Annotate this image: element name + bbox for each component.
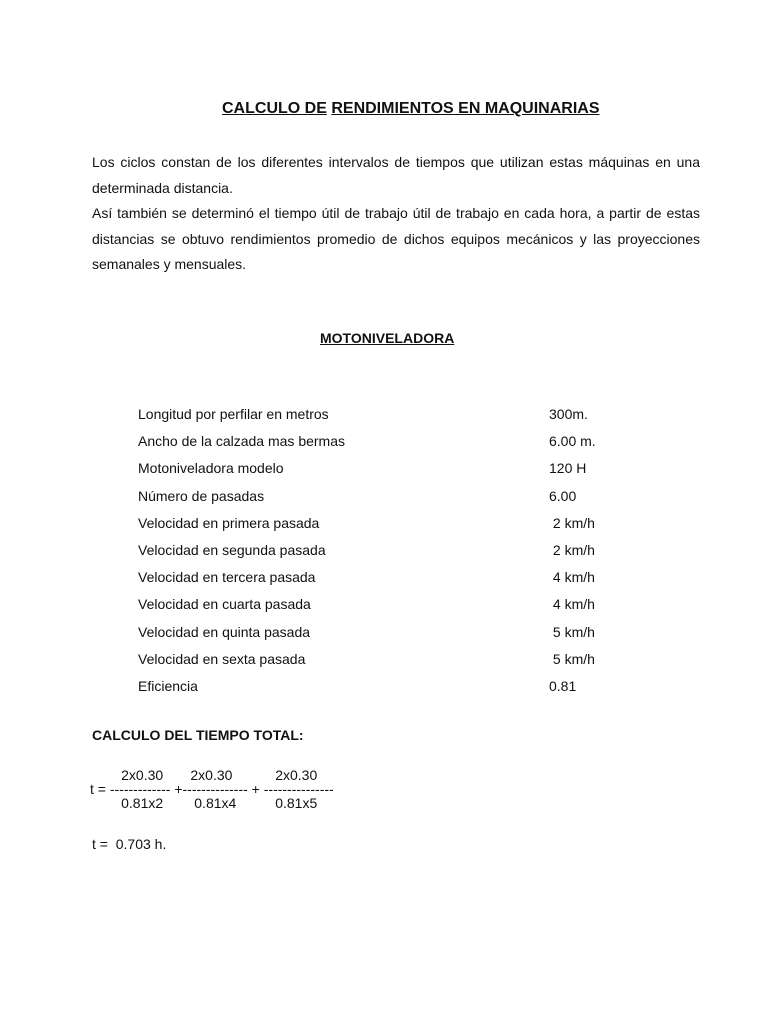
formula-result: t = 0.703 h. bbox=[92, 836, 167, 852]
param-row bbox=[138, 512, 618, 539]
parameters-list bbox=[138, 403, 618, 702]
param-row bbox=[138, 675, 618, 702]
param-label: Longitud por perfilar en metros bbox=[138, 406, 329, 422]
param-row bbox=[138, 593, 618, 620]
intro-paragraph-1: Los ciclos constan de los diferentes intervalos de tiempos que utilizan estas máquinas en una determinada distancia. bbox=[92, 154, 700, 196]
param-value: 6.00 bbox=[549, 487, 577, 504]
param-row bbox=[138, 621, 618, 648]
param-value: 5 km/h bbox=[549, 650, 595, 667]
param-value: 2 km/h bbox=[549, 514, 595, 531]
param-value: 0.81 bbox=[549, 677, 577, 694]
param-label: Velocidad en quinta pasada bbox=[138, 623, 311, 640]
formula-numerators: 2x0.30 2x0.30 2x0.30 bbox=[90, 767, 318, 783]
param-value: 6.00 m. bbox=[549, 433, 596, 450]
param-row bbox=[138, 648, 618, 675]
param-row bbox=[138, 403, 618, 430]
param-label: Velocidad en primera pasada bbox=[138, 514, 320, 531]
param-label: Motoniveladora modelo bbox=[138, 460, 284, 477]
param-label: Número de pasadas bbox=[138, 487, 265, 504]
param-value: 120 H bbox=[549, 460, 587, 477]
time-formula bbox=[90, 768, 334, 810]
param-label: Velocidad en tercera pasada bbox=[138, 569, 316, 586]
intro-paragraph-2: Así también se determinó el tiempo útil de trabajo útil de trabajo en cada hora, a partir de estas distancias se obtuvo rendimientos promedio de dichos equipos mecánicos y las proyecciones semanales y mensuales. bbox=[92, 205, 700, 272]
param-value: 5 km/h bbox=[549, 623, 595, 640]
calculation-title: CALCULO DEL TIEMPO TOTAL: bbox=[92, 727, 304, 743]
param-value: 300m. bbox=[549, 406, 588, 422]
formula-fraction-line: t = ------------- +-------------- + --------------- bbox=[90, 781, 334, 797]
section-title: MOTONIVELADORA bbox=[320, 330, 455, 346]
param-row bbox=[138, 566, 618, 593]
param-row bbox=[138, 457, 618, 484]
param-value: 4 km/h bbox=[549, 596, 595, 613]
param-row bbox=[138, 430, 618, 457]
title-part-2: RENDIMIENTOS EN MAQUINARIAS bbox=[331, 100, 600, 117]
param-label: Ancho de la calzada mas bermas bbox=[138, 433, 345, 450]
formula-denominators: 0.81x2 0.81x4 0.81x5 bbox=[90, 795, 318, 811]
param-row bbox=[138, 539, 618, 566]
title-part-1: CALCULO DE bbox=[222, 100, 327, 117]
param-label: Velocidad en segunda pasada bbox=[138, 541, 326, 558]
document-title bbox=[222, 100, 600, 118]
param-label: Eficiencia bbox=[138, 677, 198, 694]
param-value: 2 km/h bbox=[549, 541, 595, 558]
param-label: Velocidad en sexta pasada bbox=[138, 650, 306, 667]
param-value: 4 km/h bbox=[549, 569, 595, 586]
intro-text bbox=[92, 150, 700, 278]
param-row bbox=[138, 485, 618, 512]
param-label: Velocidad en cuarta pasada bbox=[138, 596, 311, 613]
